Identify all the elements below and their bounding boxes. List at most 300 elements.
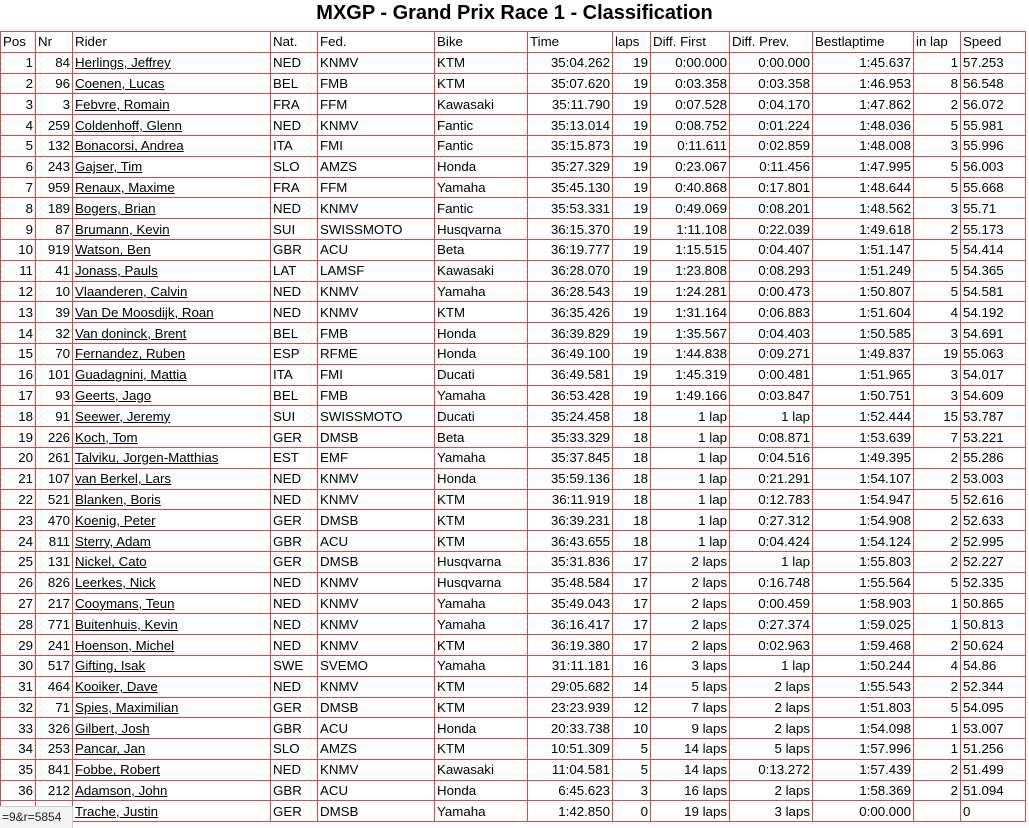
cell-rider <box>73 52 271 73</box>
rider-link[interactable]: Spies, Maximilian <box>75 699 179 715</box>
cell-bike: KTM <box>435 739 528 760</box>
cell-time: 36:43.655 <box>528 531 613 552</box>
cell-in-lap: 2 <box>914 510 961 531</box>
cell-fed: FMB <box>318 323 435 344</box>
cell-fed: FMI <box>318 364 435 385</box>
cell-fed: LAMSF <box>318 260 435 281</box>
cell-rider <box>73 427 271 448</box>
cell-speed: 52.633 <box>961 510 1026 531</box>
cell-diff-first: 1:35.567 <box>651 323 730 344</box>
cell-bike: KTM <box>435 73 528 94</box>
cell-pos: 15 <box>1 343 36 364</box>
cell-nat: NED <box>271 676 318 697</box>
rider-link[interactable]: Bogers, Brian <box>75 200 156 216</box>
rider-link[interactable]: van Berkel, Lars <box>75 471 172 487</box>
cell-bestlaptime: 1:47.862 <box>813 94 914 115</box>
cell-speed: 55.996 <box>961 135 1026 156</box>
rider-link[interactable]: Cooymans, Teun <box>75 595 175 611</box>
cell-diff-prev: 0:08.871 <box>730 427 813 448</box>
table-row <box>1 468 1026 489</box>
cell-speed: 54.414 <box>961 239 1026 260</box>
cell-fed: DMSB <box>318 801 435 822</box>
cell-time: 35:45.130 <box>528 177 613 198</box>
cell-diff-first: 1 lap <box>651 427 730 448</box>
cell-rider <box>73 385 271 406</box>
cell-diff-prev: 3 laps <box>730 801 813 822</box>
cell-fed: DMSB <box>318 427 435 448</box>
cell-pos: 8 <box>1 198 36 219</box>
cell-diff-prev: 0:03.847 <box>730 385 813 406</box>
cell-pos: 24 <box>1 531 36 552</box>
cell-fed: EMF <box>318 447 435 468</box>
cell-fed: KNMV <box>318 759 435 780</box>
rider-link[interactable]: Gajser, Tim <box>75 159 143 175</box>
cell-laps: 18 <box>613 447 651 468</box>
cell-time: 36:39.829 <box>528 323 613 344</box>
cell-in-lap: 3 <box>914 364 961 385</box>
cell-time: 36:19.777 <box>528 239 613 260</box>
rider-link[interactable]: Vlaanderen, Calvin <box>75 283 188 299</box>
rider-link[interactable]: Trache, Justin <box>75 803 159 819</box>
cell-diff-prev: 0:04.403 <box>730 323 813 344</box>
cell-diff-prev: 0:02.963 <box>730 635 813 656</box>
table-row <box>1 364 1026 385</box>
cell-diff-first: 1:31.164 <box>651 302 730 323</box>
cell-time: 36:53.428 <box>528 385 613 406</box>
cell-laps: 19 <box>613 323 651 344</box>
table-row <box>1 447 1026 468</box>
cell-laps: 0 <box>613 801 651 822</box>
cell-speed: 0 <box>961 801 1026 822</box>
cell-diff-first: 1 lap <box>651 510 730 531</box>
cell-diff-first: 3 laps <box>651 655 730 676</box>
cell-nr: 261 <box>36 447 73 468</box>
rider-link[interactable]: Coldenhoff, Glenn <box>75 117 182 133</box>
cell-in-lap: 3 <box>914 385 961 406</box>
cell-in-lap: 2 <box>914 551 961 572</box>
cell-nr: 96 <box>36 73 73 94</box>
cell-laps: 19 <box>613 115 651 136</box>
cell-rider <box>73 739 271 760</box>
cell-fed: KNMV <box>318 281 435 302</box>
column-header-in-lap: in lap <box>914 32 961 53</box>
cell-time: 35:37.845 <box>528 447 613 468</box>
cell-diff-prev: 0:00.473 <box>730 281 813 302</box>
cell-diff-first: 1 lap <box>651 531 730 552</box>
cell-diff-prev: 0:16.748 <box>730 572 813 593</box>
cell-diff-first: 1:23.808 <box>651 260 730 281</box>
rider-link[interactable]: Gifting, Isak <box>75 658 146 674</box>
cell-diff-prev: 0:22.039 <box>730 219 813 240</box>
rider-link[interactable]: Van doninck, Brent <box>75 325 187 341</box>
cell-pos: 26 <box>1 572 36 593</box>
cell-bestlaptime: 1:59.025 <box>813 614 914 635</box>
column-header-diff-prev: Diff. Prev. <box>730 32 813 53</box>
rider-link[interactable]: Bonacorsi, Andrea <box>75 138 184 154</box>
cell-time: 36:11.919 <box>528 489 613 510</box>
cell-bestlaptime: 1:47.995 <box>813 156 914 177</box>
cell-nat: NED <box>271 281 318 302</box>
table-row <box>1 572 1026 593</box>
cell-time: 35:13.014 <box>528 115 613 136</box>
cell-laps: 19 <box>613 364 651 385</box>
cell-time: 35:24.458 <box>528 406 613 427</box>
cell-pos: 7 <box>1 177 36 198</box>
table-row <box>1 343 1026 364</box>
cell-nat: NED <box>271 302 318 323</box>
cell-time: 35:48.584 <box>528 572 613 593</box>
cell-pos: 32 <box>1 697 36 718</box>
rider-link[interactable]: Jonass, Pauls <box>75 263 158 279</box>
cell-laps: 19 <box>613 260 651 281</box>
table-row <box>1 635 1026 656</box>
cell-diff-first: 9 laps <box>651 718 730 739</box>
cell-time: 35:15.873 <box>528 135 613 156</box>
table-row <box>1 198 1026 219</box>
cell-pos: 19 <box>1 427 36 448</box>
cell-in-lap: 2 <box>914 94 961 115</box>
cell-bike: Kawasaki <box>435 260 528 281</box>
cell-laps: 19 <box>613 52 651 73</box>
classification-table <box>0 31 1026 822</box>
rider-link[interactable]: Van De Moosdijk, Roan <box>75 304 214 320</box>
cell-nat: EST <box>271 447 318 468</box>
cell-nr: 217 <box>36 593 73 614</box>
cell-rider <box>73 302 271 323</box>
cell-in-lap: 2 <box>914 780 961 801</box>
rider-link[interactable]: Seewer, Jeremy <box>75 408 171 424</box>
cell-nr: 3 <box>36 94 73 115</box>
cell-time: 35:33.329 <box>528 427 613 448</box>
cell-bestlaptime: 1:59.468 <box>813 635 914 656</box>
column-header-bike: Bike <box>435 32 528 53</box>
cell-speed: 53.221 <box>961 427 1026 448</box>
cell-in-lap: 3 <box>914 135 961 156</box>
cell-speed: 55.71 <box>961 198 1026 219</box>
cell-time: 36:28.543 <box>528 281 613 302</box>
cell-time: 35:49.043 <box>528 593 613 614</box>
cell-fed: KNMV <box>318 198 435 219</box>
cell-in-lap: 5 <box>914 239 961 260</box>
cell-fed: RFME <box>318 343 435 364</box>
cell-speed: 53.003 <box>961 468 1026 489</box>
cell-bike: Kawasaki <box>435 94 528 115</box>
cell-bike: Yamaha <box>435 281 528 302</box>
rider-link[interactable]: Koenig, Peter <box>75 512 156 528</box>
cell-speed: 51.256 <box>961 739 1026 760</box>
cell-laps: 18 <box>613 468 651 489</box>
cell-speed: 50.624 <box>961 635 1026 656</box>
cell-nr: 84 <box>36 52 73 73</box>
cell-speed: 54.095 <box>961 697 1026 718</box>
cell-fed: KNMV <box>318 635 435 656</box>
cell-bike: Fantic <box>435 198 528 219</box>
rider-link[interactable]: Talviku, Jorgen-Matthias <box>75 450 219 466</box>
cell-diff-prev: 2 laps <box>730 697 813 718</box>
cell-laps: 19 <box>613 219 651 240</box>
cell-diff-prev: 0:13.272 <box>730 759 813 780</box>
rider-link[interactable]: Febvre, Romain <box>75 96 170 112</box>
column-header-fed: Fed. <box>318 32 435 53</box>
cell-speed: 52.335 <box>961 572 1026 593</box>
cell-rider <box>73 94 271 115</box>
cell-nat: NED <box>271 614 318 635</box>
cell-time: 35:04.262 <box>528 52 613 73</box>
rider-link[interactable]: Pancar, Jan <box>75 741 146 757</box>
cell-laps: 19 <box>613 198 651 219</box>
rider-link[interactable]: Coenen, Lucas <box>75 75 165 91</box>
cell-fed: DMSB <box>318 551 435 572</box>
cell-fed: AMZS <box>318 739 435 760</box>
cell-speed: 51.499 <box>961 759 1026 780</box>
cell-bike: Honda <box>435 780 528 801</box>
cell-bestlaptime: 1:50.807 <box>813 281 914 302</box>
cell-bestlaptime: 1:51.249 <box>813 260 914 281</box>
cell-nr: 464 <box>36 676 73 697</box>
cell-nr: 32 <box>36 323 73 344</box>
cell-bestlaptime: 1:54.098 <box>813 718 914 739</box>
cell-bestlaptime: 1:48.644 <box>813 177 914 198</box>
cell-diff-prev: 0:17.801 <box>730 177 813 198</box>
table-row <box>1 52 1026 73</box>
rider-link[interactable]: Guadagnini, Mattia <box>75 367 187 383</box>
cell-speed: 55.668 <box>961 177 1026 198</box>
cell-time: 1:42.850 <box>528 801 613 822</box>
cell-rider <box>73 406 271 427</box>
cell-in-lap: 5 <box>914 697 961 718</box>
cell-laps: 16 <box>613 655 651 676</box>
cell-bestlaptime: 1:49.395 <box>813 447 914 468</box>
cell-bestlaptime: 1:55.564 <box>813 572 914 593</box>
cell-speed: 55.173 <box>961 219 1026 240</box>
cell-fed: KNMV <box>318 468 435 489</box>
cell-speed: 56.003 <box>961 156 1026 177</box>
rider-link[interactable]: Buitenhuis, Kevin <box>75 616 178 632</box>
cell-fed: KNMV <box>318 302 435 323</box>
cell-laps: 18 <box>613 531 651 552</box>
cell-in-lap: 15 <box>914 406 961 427</box>
cell-nr: 243 <box>36 156 73 177</box>
cell-fed: AMZS <box>318 156 435 177</box>
cell-diff-prev: 0:08.293 <box>730 260 813 281</box>
cell-time: 35:27.329 <box>528 156 613 177</box>
cell-bestlaptime: 1:46.953 <box>813 73 914 94</box>
rider-link[interactable]: Kooiker, Dave <box>75 679 158 695</box>
cell-in-lap: 1 <box>914 739 961 760</box>
rider-link[interactable]: Blanken, Boris <box>75 491 161 507</box>
cell-diff-first: 2 laps <box>651 551 730 572</box>
cell-bike: KTM <box>435 531 528 552</box>
cell-fed: SWISSMOTO <box>318 406 435 427</box>
cell-diff-prev: 0:09.271 <box>730 343 813 364</box>
rider-link[interactable]: Fobbe, Robert <box>75 762 161 778</box>
cell-fed: FFM <box>318 94 435 115</box>
cell-diff-first: 1 lap <box>651 406 730 427</box>
table-row <box>1 302 1026 323</box>
cell-rider <box>73 510 271 531</box>
cell-time: 36:49.581 <box>528 364 613 385</box>
cell-nat: NED <box>271 198 318 219</box>
cell-nr: 71 <box>36 697 73 718</box>
rider-link[interactable]: Herlings, Jeffrey <box>75 55 171 71</box>
cell-nr: 189 <box>36 198 73 219</box>
column-header-diff-first: Diff. First <box>651 32 730 53</box>
cell-in-lap: 5 <box>914 115 961 136</box>
cell-time: 36:19.380 <box>528 635 613 656</box>
cell-diff-first: 0:23.067 <box>651 156 730 177</box>
table-row <box>1 260 1026 281</box>
cell-bestlaptime: 1:50.244 <box>813 655 914 676</box>
cell-laps: 17 <box>613 572 651 593</box>
cell-nr: 10 <box>36 281 73 302</box>
table-row <box>1 739 1026 760</box>
cell-diff-first: 1 lap <box>651 489 730 510</box>
cell-bike: Yamaha <box>435 614 528 635</box>
cell-nr: 91 <box>36 406 73 427</box>
rider-link[interactable]: Fernandez, Ruben <box>75 346 186 362</box>
cell-laps: 19 <box>613 302 651 323</box>
cell-laps: 19 <box>613 177 651 198</box>
cell-in-lap: 5 <box>914 156 961 177</box>
cell-bike: Ducati <box>435 364 528 385</box>
rider-link[interactable]: Hoenson, Michel <box>75 637 175 653</box>
cell-laps: 18 <box>613 510 651 531</box>
cell-pos: 25 <box>1 551 36 572</box>
cell-diff-prev: 0:02.859 <box>730 135 813 156</box>
cell-nr: 226 <box>36 427 73 448</box>
cell-in-lap: 5 <box>914 260 961 281</box>
cell-laps: 5 <box>613 739 651 760</box>
cell-nat: GBR <box>271 780 318 801</box>
cell-nat: GER <box>271 510 318 531</box>
cell-in-lap: 5 <box>914 572 961 593</box>
cell-laps: 19 <box>613 281 651 302</box>
rider-link[interactable]: Nickel, Cato <box>75 554 147 570</box>
cell-in-lap: 2 <box>914 468 961 489</box>
cell-speed: 54.86 <box>961 655 1026 676</box>
cell-time: 36:28.070 <box>528 260 613 281</box>
cell-pos: 27 <box>1 593 36 614</box>
cell-time: 36:39.231 <box>528 510 613 531</box>
cell-diff-prev: 1 lap <box>730 551 813 572</box>
cell-diff-prev: 0:00.481 <box>730 364 813 385</box>
cell-nat: NED <box>271 572 318 593</box>
status-bar-url: =9&r=5854 <box>0 806 73 828</box>
cell-bestlaptime: 1:52.444 <box>813 406 914 427</box>
cell-nr: 259 <box>36 115 73 136</box>
cell-nr: 841 <box>36 759 73 780</box>
cell-bestlaptime: 1:51.604 <box>813 302 914 323</box>
table-row <box>1 551 1026 572</box>
cell-nat: GER <box>271 801 318 822</box>
cell-rider <box>73 447 271 468</box>
cell-nat: GER <box>271 427 318 448</box>
cell-bike: KTM <box>435 510 528 531</box>
cell-pos: 29 <box>1 635 36 656</box>
cell-nat: BEL <box>271 323 318 344</box>
cell-pos: 5 <box>1 135 36 156</box>
cell-laps: 3 <box>613 780 651 801</box>
cell-nat: ITA <box>271 135 318 156</box>
cell-diff-prev: 0:27.374 <box>730 614 813 635</box>
cell-nr: 87 <box>36 219 73 240</box>
cell-rider <box>73 73 271 94</box>
cell-nr: 41 <box>36 260 73 281</box>
rider-link[interactable]: Koch, Tom <box>75 429 138 445</box>
cell-pos: 35 <box>1 759 36 780</box>
cell-speed: 52.616 <box>961 489 1026 510</box>
cell-bike: Fantic <box>435 115 528 136</box>
cell-speed: 52.995 <box>961 531 1026 552</box>
cell-in-lap: 2 <box>914 635 961 656</box>
rider-link[interactable]: Adamson, John <box>75 783 168 799</box>
cell-laps: 19 <box>613 156 651 177</box>
cell-pos: 13 <box>1 302 36 323</box>
cell-bike: Husqvarna <box>435 219 528 240</box>
cell-diff-first: 2 laps <box>651 635 730 656</box>
cell-pos: 18 <box>1 406 36 427</box>
cell-bestlaptime: 1:51.965 <box>813 364 914 385</box>
rider-link[interactable]: Renaux, Maxime <box>75 179 175 195</box>
cell-in-lap: 7 <box>914 427 961 448</box>
rider-link[interactable]: Leerkes, Nick <box>75 575 156 591</box>
cell-fed: SWISSMOTO <box>318 219 435 240</box>
rider-link[interactable]: Brumann, Kevin <box>75 221 170 237</box>
rider-link[interactable]: Geerts, Jago <box>75 387 152 403</box>
rider-link[interactable]: Gilbert, Josh <box>75 720 150 736</box>
cell-pos: 30 <box>1 655 36 676</box>
column-header-laps: laps <box>613 32 651 53</box>
table-row <box>1 593 1026 614</box>
cell-diff-first: 0:08.752 <box>651 115 730 136</box>
cell-speed: 57.253 <box>961 52 1026 73</box>
table-row <box>1 73 1026 94</box>
rider-link[interactable]: Sterry, Adam <box>75 533 151 549</box>
rider-link[interactable]: Watson, Ben <box>75 242 151 258</box>
cell-nr: 521 <box>36 489 73 510</box>
cell-laps: 19 <box>613 239 651 260</box>
cell-rider <box>73 593 271 614</box>
cell-in-lap: 2 <box>914 447 961 468</box>
table-row <box>1 427 1026 448</box>
cell-diff-first: 5 laps <box>651 676 730 697</box>
cell-diff-prev: 0:12.783 <box>730 489 813 510</box>
cell-bike: Yamaha <box>435 177 528 198</box>
cell-speed: 55.286 <box>961 447 1026 468</box>
cell-laps: 19 <box>613 73 651 94</box>
column-header-speed: Speed <box>961 32 1026 53</box>
cell-bestlaptime: 1:48.008 <box>813 135 914 156</box>
cell-time: 35:59.136 <box>528 468 613 489</box>
cell-speed: 52.227 <box>961 551 1026 572</box>
cell-nr: 101 <box>36 364 73 385</box>
cell-rider <box>73 676 271 697</box>
cell-pos: 28 <box>1 614 36 635</box>
cell-rider <box>73 489 271 510</box>
cell-diff-first: 1:44.838 <box>651 343 730 364</box>
cell-nat: BEL <box>271 385 318 406</box>
cell-rider <box>73 323 271 344</box>
table-row <box>1 323 1026 344</box>
cell-bestlaptime: 1:54.908 <box>813 510 914 531</box>
cell-nat: NED <box>271 593 318 614</box>
table-row <box>1 676 1026 697</box>
cell-diff-first: 0:07.528 <box>651 94 730 115</box>
cell-in-lap: 4 <box>914 655 961 676</box>
table-row <box>1 489 1026 510</box>
cell-laps: 17 <box>613 593 651 614</box>
cell-rider <box>73 281 271 302</box>
